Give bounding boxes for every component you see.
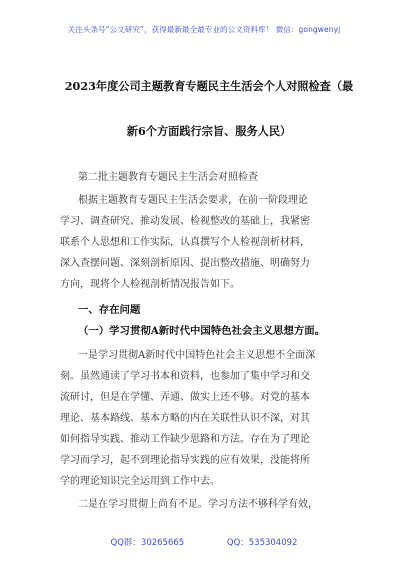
body-line: 方向，现将个人检视剖析情况报告如下。 [60,279,240,290]
subtitle-line: 第二批主题教育专题民主生活会对照检查 [78,172,258,183]
body-line: 学习、调查研究、推动发展、检视整改的基础上，我紧密 [60,216,310,227]
header-promo-note: 关注头条号“公文研究”，获得最新最全最专业的公文资料库！ 微信：gongwenyj [67,25,341,34]
body-line: 流研讨，但是在学懂、弄通、做实上还不够。对党的基本 [60,392,310,403]
body-line: 深入查摆问题、深刻剖析原因、提出整改措施、明确努力 [60,258,310,269]
body-line: 根据主题教育专题民主生活会要求，在前一阶段理论 [78,195,308,206]
footer-qq: QQ：535304092 [226,538,298,548]
body-line: 二是在学习贯彻上尚有不足。学习方法不够科学有效， [78,499,318,510]
subsection-heading: （一）学习贯彻A新时代中国特色社会主义思想方面。 [78,325,326,337]
body-line: 学的理论知识完全运用到工作中去。 [60,476,220,487]
body-line: 一是学习贯彻A新时代中国特色社会主义思想不全面深 [78,350,316,361]
document-title-line-1: 2023年度公司主题教育专题民主生活会个人对照检查（最 [64,79,354,93]
body-line: 联系个人思想和工作实际，认真撰写个人检视剖析材料， [60,237,310,248]
footer-qq-group: QQ群：30265665 [110,538,185,548]
body-line: 刻。虽然通读了学习书本和资料，也参加了集中学习和交 [60,371,310,382]
body-line: 如何指导实践、推动工作缺少思路和方法。存在为了理论 [60,434,310,445]
footer-contact [0,536,408,548]
body-line: 学习而学习，起不到理论指导实践的应有效果，没能将所 [60,455,310,466]
body-line: 理论、基本路线、基本方略的内在关联性认识不深，对其 [60,413,310,424]
section-heading: 一、存在问题 [78,304,141,316]
document-title-line-2: 新6个方面践行宗旨、服务人民） [126,124,292,138]
